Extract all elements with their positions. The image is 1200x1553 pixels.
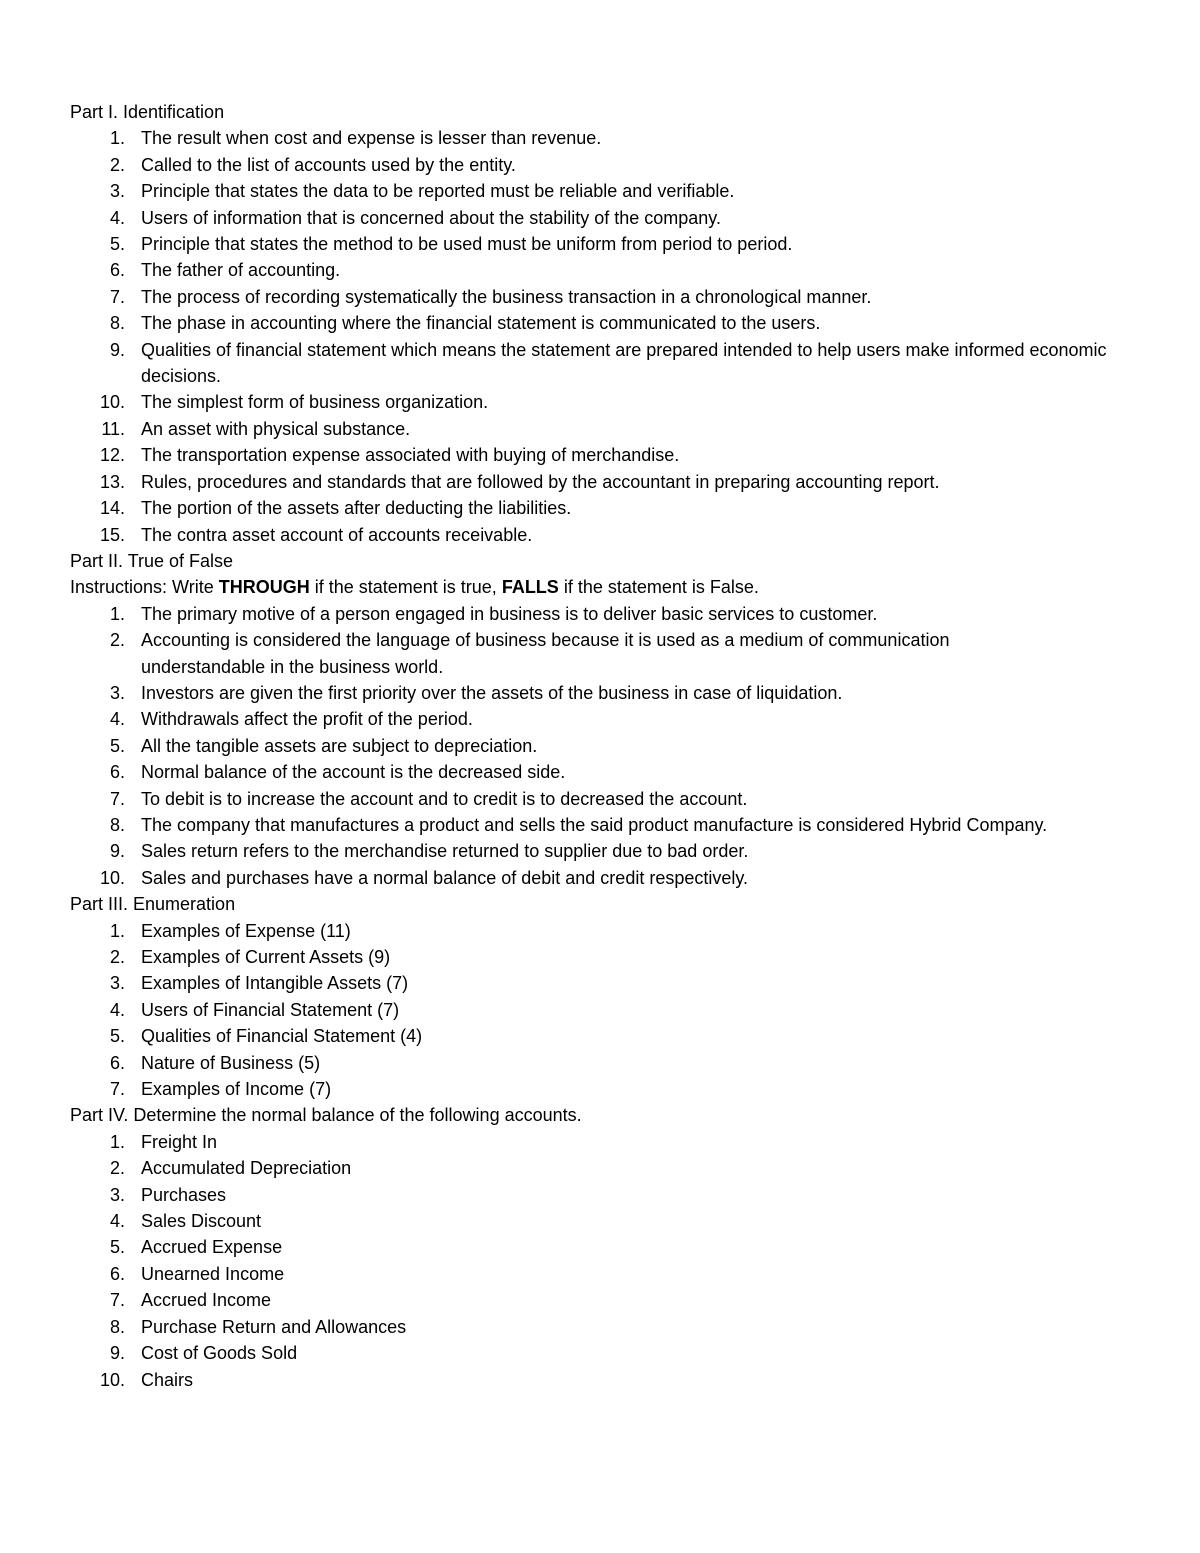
list-item [70,231,1130,257]
item-text: Qualities of Financial Statement (4) [141,1026,423,1047]
list-item [70,865,1130,891]
item-text: Accumulated Depreciation [141,1158,352,1179]
list-item [70,337,1130,390]
item-text: The phase in accounting where the financial statement is communicated to the users. [141,313,821,334]
item-number: 10. [99,1369,125,1390]
item-number: 10. [99,392,125,413]
list-item [70,1155,1130,1181]
item-text: An asset with physical substance. [141,418,411,439]
item-text: The transportation expense associated with buying of merchandise. [141,445,680,466]
document-page [70,99,1130,1393]
part-2-instructions [70,574,1130,600]
item-number: 11. [101,418,125,439]
item-text: Rules, procedures and standards that are followed by the accountant in preparing accounting report. [141,471,940,492]
item-text: Purchases [141,1184,227,1205]
item-number: 4. [109,999,125,1020]
item-number: 5. [109,1237,125,1258]
list-item [70,680,1130,706]
instructions-prefix: Instructions: Write [70,577,219,598]
part-1-identification [70,99,1130,548]
item-text: Users of Financial Statement (7) [141,999,400,1020]
item-number: 6. [109,762,125,783]
part-2-true-or-false [70,548,1130,891]
item-number: 1. [109,920,125,941]
item-text: Examples of Expense (11) [141,920,351,941]
item-number: 2. [109,154,125,175]
item-number: 9. [109,841,125,862]
list-item [70,706,1130,732]
item-number: 1. [109,1131,125,1152]
item-text: Sales and purchases have a normal balance of debit and credit respectively. [141,867,749,888]
item-text: Qualities of financial statement which means the statement are prepared intended to help users make informed economic decisions. [141,339,1107,387]
list-item [70,495,1130,521]
item-text: The result when cost and expense is lesser than revenue. [141,128,602,149]
item-text: Purchase Return and Allowances [141,1316,407,1337]
item-number: 8. [109,814,125,835]
item-number: 4. [109,207,125,228]
list-item [70,627,1130,680]
list-item [70,205,1130,231]
item-number: 1. [109,603,125,624]
item-text: Principle that states the method to be used must be uniform from period to period. [141,234,793,255]
item-text: To debit is to increase the account and to credit is to decreased the account. [141,788,748,809]
instructions-middle: if the statement is true, [309,577,502,598]
list-item [70,1208,1130,1234]
item-number: 3. [109,1184,125,1205]
item-text: Examples of Current Assets (9) [141,947,391,967]
list-item [70,944,1130,970]
item-number: 8. [109,1316,125,1337]
item-text: Sales return refers to the merchandise returned to supplier due to bad order. [141,841,749,862]
item-text: Freight In [141,1131,218,1152]
part-4-normal-balance [70,1102,1130,1392]
item-text: The primary motive of a person engaged in business is to deliver basic services to customer. [141,603,878,624]
item-number: 15. [99,524,125,545]
list-item [70,918,1130,944]
list-item [70,786,1130,812]
list-item [70,257,1130,283]
item-text: The process of recording systematically the business transaction in a chronological manner. [141,286,872,307]
list-item [70,310,1130,336]
list-item [70,125,1130,151]
item-text: Nature of Business (5) [141,1052,321,1073]
item-number: 7. [109,1079,125,1100]
list-item [70,469,1130,495]
item-number: 7. [109,788,125,809]
item-text: Principle that states the data to be reported must be reliable and verifiable. [141,181,735,202]
item-number: 3. [109,682,125,703]
part-1-list [70,125,1130,548]
item-number: 12. [99,445,125,466]
list-item [70,1182,1130,1208]
item-text: Cost of Goods Sold [141,1343,298,1364]
instructions-suffix: if the statement is False. [558,577,759,598]
list-item [70,1234,1130,1260]
list-item [70,389,1130,415]
item-number: 7. [109,286,125,307]
list-item [70,997,1130,1023]
list-item [70,1129,1130,1155]
list-item [70,838,1130,864]
list-item [70,1367,1130,1393]
list-item [70,1050,1130,1076]
item-text: The simplest form of business organization. [141,392,489,413]
instructions-false-keyword: FALLS [501,577,559,598]
item-text: Called to the list of accounts used by the entity. [141,154,516,175]
part-3-enumeration [70,891,1130,1102]
item-number: 4. [109,709,125,730]
item-text: Accrued Income [141,1290,272,1311]
item-number: 5. [109,735,125,756]
list-item [70,284,1130,310]
item-number: 7. [109,1290,125,1311]
item-text: The father of accounting. [141,260,341,281]
item-text: Accounting is considered the language of business because it is used as a medium of communication understandable in the business world. [141,630,950,677]
list-item [70,759,1130,785]
item-number: 1. [109,128,125,149]
list-item [70,1023,1130,1049]
item-number: 14. [99,498,125,519]
item-text: Withdrawals affect the profit of the period. [141,709,473,730]
list-item [70,1287,1130,1313]
item-text: Investors are given the first priority over the assets of the business in case of liquidation. [141,682,843,703]
item-number: 4. [109,1211,125,1232]
item-number: 5. [109,234,125,255]
item-text: Examples of Intangible Assets (7) [141,973,409,994]
item-number: 8. [109,313,125,334]
part-1-heading: Part I. Identification [70,102,225,122]
item-number: 2. [109,1158,125,1179]
item-text: The portion of the assets after deducting the liabilities. [141,498,572,519]
item-text: Normal balance of the account is the decreased side. [141,762,566,783]
item-number: 6. [109,1263,125,1284]
part-3-list [70,918,1130,1103]
list-item [70,812,1130,838]
list-item [70,970,1130,996]
item-number: 9. [109,339,125,360]
item-number: 13. [99,471,125,492]
item-text: Accrued Expense [141,1237,283,1258]
list-item [70,1261,1130,1287]
part-4-list [70,1129,1130,1393]
list-item [70,178,1130,204]
instructions-true-keyword: THROUGH [218,577,310,598]
item-text: Users of information that is concerned about the stability of the company. [141,207,721,228]
item-number: 6. [109,1052,125,1073]
list-item [70,522,1130,548]
item-number: 9. [109,1343,125,1364]
item-number: 10. [99,867,125,888]
list-item [70,1076,1130,1102]
list-item [70,733,1130,759]
list-item [70,1340,1130,1366]
item-text: Unearned Income [141,1263,285,1284]
item-text: The contra asset account of accounts receivable. [141,524,533,545]
part-3-heading: Part III. Enumeration [70,894,236,915]
item-text: All the tangible assets are subject to depreciation. [141,735,538,756]
item-number: 2. [109,630,125,651]
item-number: 5. [109,1026,125,1047]
part-2-heading: Part II. True of False [70,550,234,571]
item-number: 6. [109,260,125,281]
list-item [70,601,1130,627]
item-text: The company that manufactures a product and sells the said product manufacture is considered Hybrid Company. [141,814,1048,835]
item-text: Sales Discount [141,1211,262,1232]
list-item [70,442,1130,468]
item-text: Chairs [141,1369,194,1390]
list-item [70,416,1130,442]
list-item [70,1314,1130,1340]
item-number: 2. [109,947,125,967]
item-number: 3. [109,973,125,994]
item-text: Examples of Income (7) [141,1079,332,1100]
item-number: 3. [109,181,125,202]
part-4-heading: Part IV. Determine the normal balance of the following accounts. [70,1105,582,1126]
list-item [70,152,1130,178]
part-2-list [70,601,1130,891]
